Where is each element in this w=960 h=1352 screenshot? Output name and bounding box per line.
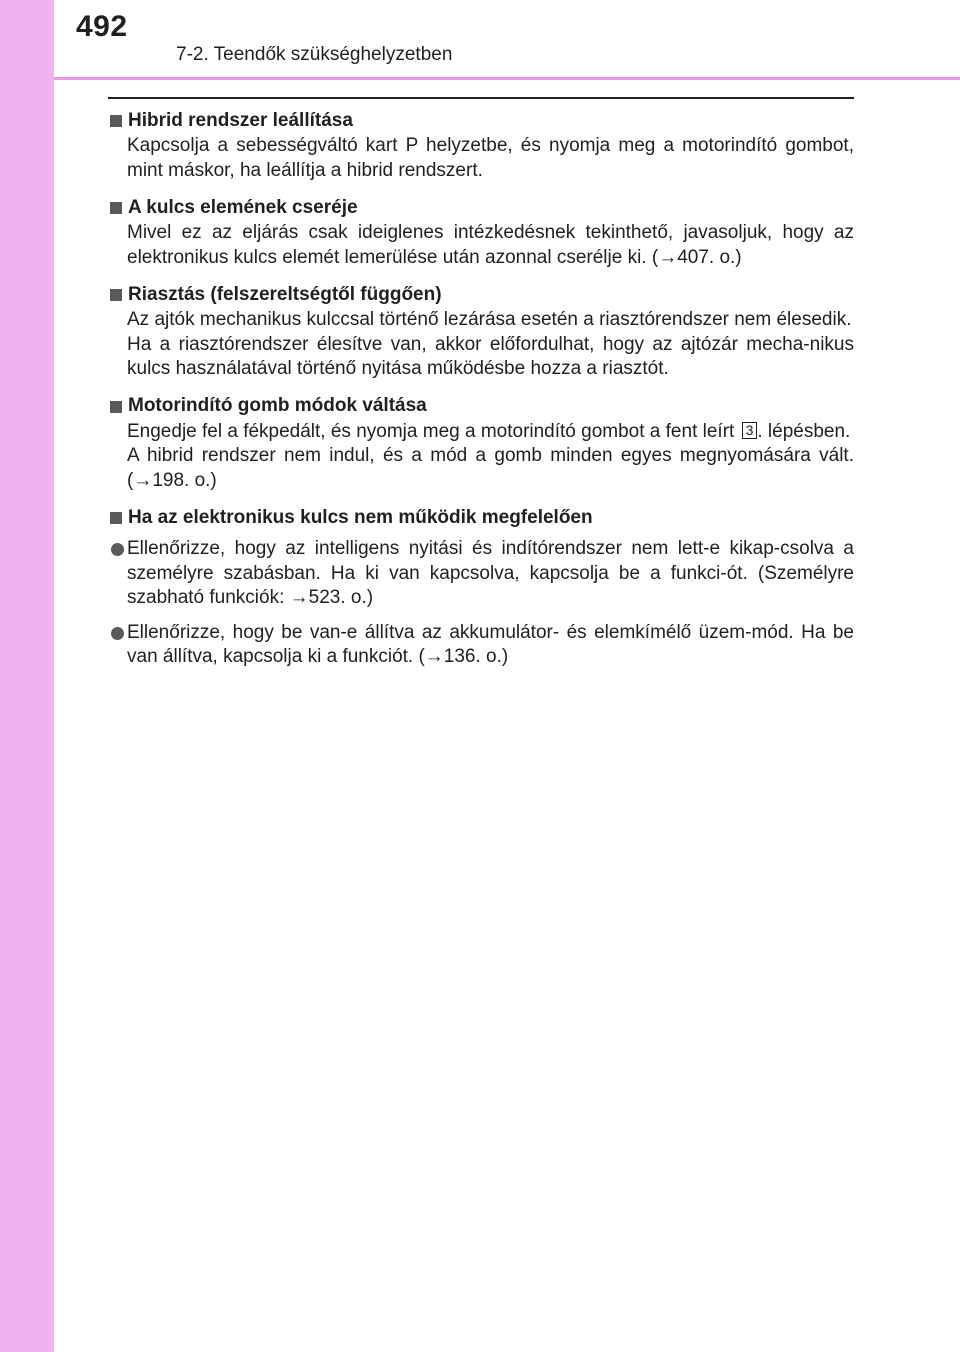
heading-text: A kulcs elemének cseréje	[128, 196, 358, 218]
list-item-text: Ellenőrizze, hogy az intelligens nyitási és indítórendszer nem lett-e kikap-csolva a személyre szabásban. Ha ki van kapcsolva, kapcsolja be a funkci-ót. (Személyre szabható funkciók: →523. o.)	[127, 538, 854, 608]
heading-text: Motorindító gomb módok váltása	[128, 395, 427, 417]
section-key-battery	[108, 195, 854, 270]
paragraph: Ha a riasztórendszer élesítve van, akkor előfordulhat, hogy az ajtózár mecha-nikus kulcs használatával történő nyitása működésbe hozza a riasztót.	[127, 333, 854, 379]
paragraph-text: . lépésben.	[757, 420, 851, 442]
paragraph-text: Engedje fel a fékpedált, és nyomja meg a motorindító gombot a fent leírt	[127, 420, 735, 442]
chapter-title: 7-2. Teendők szükséghelyzetben	[176, 44, 453, 65]
page-number: 492	[76, 10, 128, 43]
square-bullet-icon	[110, 512, 122, 524]
circle-bullet-icon	[111, 543, 124, 556]
square-bullet-icon	[110, 401, 122, 413]
page-header	[54, 0, 960, 78]
section-body	[108, 420, 854, 494]
list-item-text: Ellenőrizze, hogy be van-e állítva az akkumulátor- és elemkímélő üzem-mód. Ha be van állítva, kapcsolja ki a funkciót. (→136. o.)	[127, 621, 854, 667]
section-body	[108, 308, 854, 382]
section-heading	[108, 394, 854, 420]
square-bullet-icon	[110, 202, 122, 214]
paragraph: Az ajtók mechanikus kulccsal történő lezárása esetén a riasztórendszer nem élesedik.	[127, 309, 852, 330]
paragraph: Kapcsolja a sebességváltó kart P helyzetbe, és nyomja meg a motorindító gombot, mint máskor, ha leállítja a hibrid rendszert.	[127, 135, 854, 181]
step-number-box: 3	[742, 422, 758, 439]
section-heading	[108, 282, 854, 308]
section-key-not-working	[108, 505, 854, 670]
section-body	[108, 134, 854, 183]
paragraph	[127, 420, 854, 445]
list-item	[108, 537, 854, 611]
paragraph: A hibrid rendszer nem indul, és a mód a gomb minden egyes megnyomására vált. (→198. o.)	[127, 445, 854, 491]
heading-text: Ha az elektronikus kulcs nem működik megfelelően	[128, 506, 593, 528]
header-rule	[54, 77, 960, 80]
section-heading	[108, 505, 854, 531]
square-bullet-icon	[110, 289, 122, 301]
section-start-button-modes	[108, 394, 854, 494]
section-heading	[108, 108, 854, 134]
section-alarm	[108, 282, 854, 382]
section-body	[108, 221, 854, 270]
circle-bullet-icon	[111, 627, 124, 640]
page-content	[108, 108, 854, 682]
list-item	[108, 621, 854, 670]
paragraph: Mivel ez az eljárás csak ideiglenes intézkedésnek tekinthető, javasoljuk, hogy az elektronikus kulcs elemét lemerülése után azonnal cserélje ki. (→407. o.)	[127, 222, 854, 268]
section-divider	[108, 97, 854, 99]
section-heading	[108, 195, 854, 221]
heading-text: Riasztás (felszereltségtől függően)	[128, 283, 442, 305]
section-hybrid-shutdown	[108, 108, 854, 183]
heading-text: Hibrid rendszer leállítása	[128, 109, 353, 131]
square-bullet-icon	[110, 115, 122, 127]
side-color-band	[0, 0, 54, 1352]
